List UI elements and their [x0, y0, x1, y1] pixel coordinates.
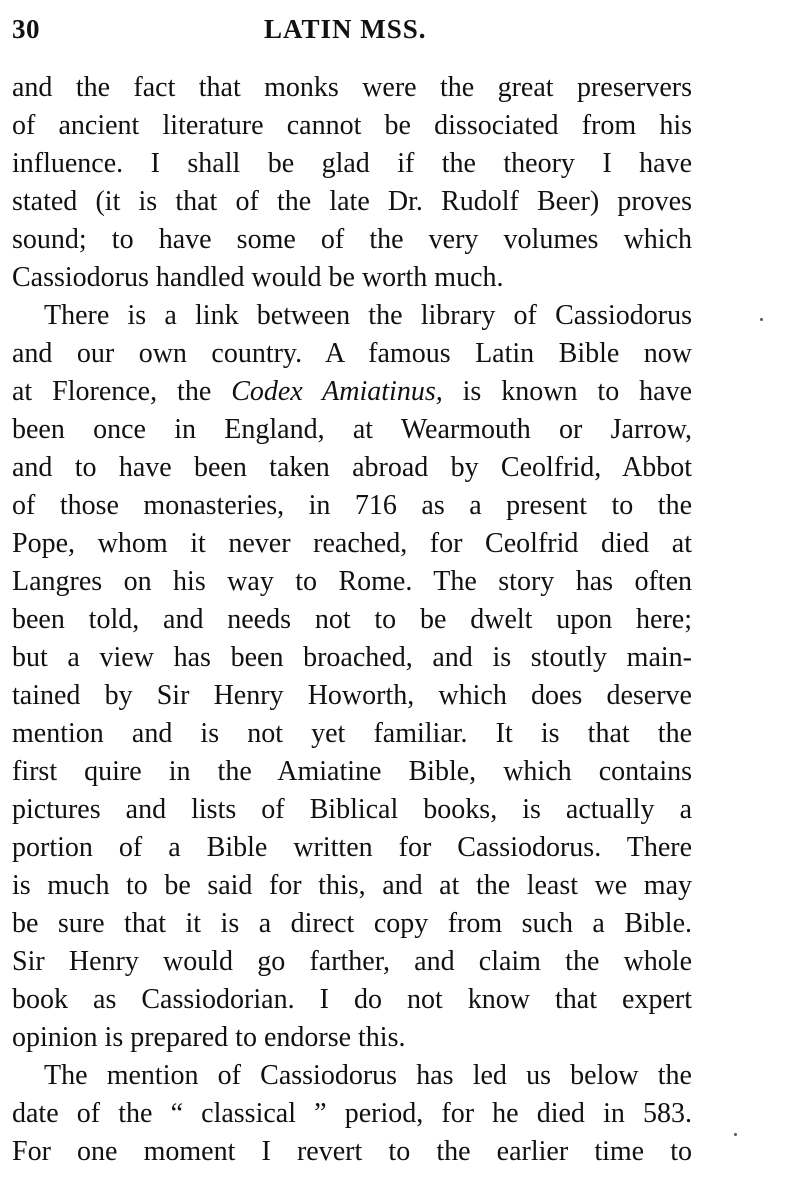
text-line: Sir Henry would go farther, and claim the whole [12, 946, 692, 977]
running-title: LATIN MSS. [264, 14, 427, 44]
text-line: and our own country. A famous Latin Bible now [12, 338, 692, 369]
text-line: Cassiodorus handled would be worth much. [12, 262, 504, 293]
paragraph-1 [12, 69, 692, 297]
text-line: Langres on his way to Rome. The story has often [12, 566, 692, 597]
text-line: and the fact that monks were the great preservers [12, 72, 692, 103]
text-line: but a view has been broached, and is stoutly main- [12, 642, 692, 673]
text-line: opinion is prepared to endorse this. [12, 1022, 406, 1053]
text-line: of ancient literature cannot be dissociated from his [12, 110, 692, 141]
scan-speck [760, 318, 763, 321]
text-segment: is known to have [442, 376, 692, 407]
paragraph-2 [12, 297, 692, 1057]
text-line: of those monasteries, in 716 as a present to the [12, 490, 692, 521]
text-line: pictures and lists of Biblical books, is actually a [12, 794, 692, 825]
scan-speck [734, 1133, 737, 1136]
text-line: There is a link between the library of Cassiodorus [44, 300, 692, 331]
page-number: 30 [12, 14, 40, 44]
body-text [12, 69, 692, 1171]
text-line: first quire in the Amiatine Bible, which contains [12, 756, 692, 787]
text-line: be sure that it is a direct copy from such a Bible. [12, 908, 692, 939]
text-line: mention and is not yet familiar. It is that the [12, 718, 692, 749]
italic-title-codex-amiatinus: Codex Amiatinus, [231, 376, 443, 407]
paragraph-3 [12, 1057, 692, 1171]
text-line: date of the “ classical ” period, for he died in 583. [12, 1098, 692, 1129]
text-line: been told, and needs not to be dwelt upon here; [12, 604, 692, 635]
text-line: influence. I shall be glad if the theory I have [12, 148, 692, 179]
text-line: tained by Sir Henry Howorth, which does deserve [12, 680, 692, 711]
text-line: The mention of Cassiodorus has led us below the [44, 1060, 692, 1091]
text-line: is much to be said for this, and at the least we may [12, 870, 692, 901]
text-line-with-italic [12, 373, 692, 411]
text-line: book as Cassiodorian. I do not know that expert [12, 984, 692, 1015]
text-line: stated (it is that of the late Dr. Rudolf Beer) proves [12, 186, 692, 217]
text-line: For one moment I revert to the earlier time to [12, 1136, 692, 1167]
text-segment: at Florence, the [12, 376, 232, 407]
text-line: and to have been taken abroad by Ceolfrid, Abbot [12, 452, 692, 483]
text-line: been once in England, at Wearmouth or Jarrow, [12, 414, 692, 445]
text-line: Pope, whom it never reached, for Ceolfrid died at [12, 528, 692, 559]
text-line: portion of a Bible written for Cassiodorus. There [12, 832, 692, 863]
text-line: sound; to have some of the very volumes which [12, 224, 692, 255]
running-head [12, 14, 692, 54]
